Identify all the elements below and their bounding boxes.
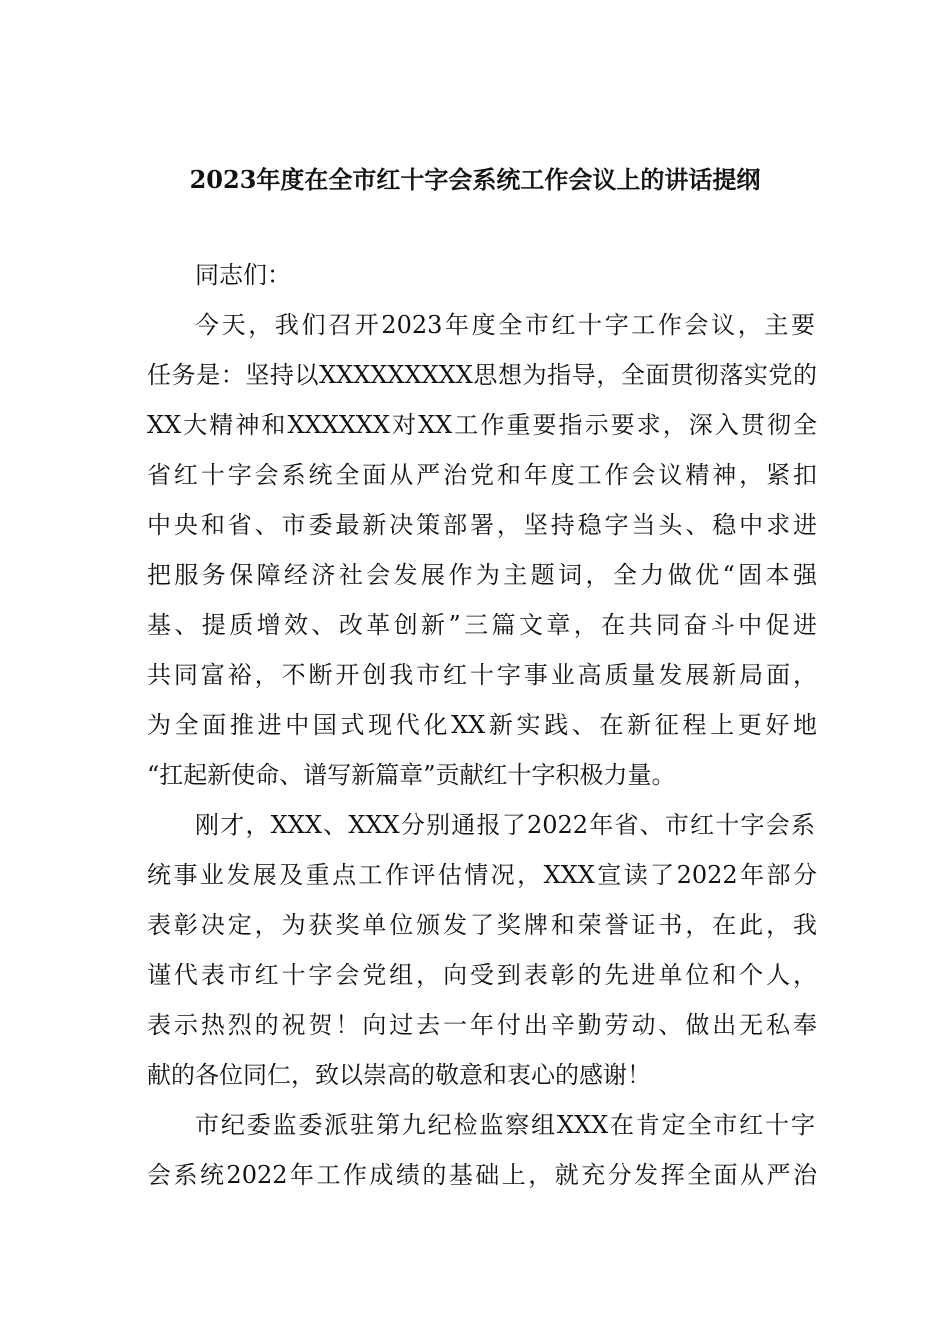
paragraph-line: 任务是：坚持以XXXXXXXXX思想为指导，全面贯彻落实党的	[147, 361, 817, 389]
paragraph-line: 省红十字会系统全面从严治党和年度工作会议精神，紧扣	[147, 461, 817, 489]
paragraph-line: 今天，我们召开2023年度全市红十字工作会议，主要	[195, 311, 815, 339]
paragraph-line: 会系统2022年工作成绩的基础上，就充分发挥全面从严治	[147, 1161, 817, 1189]
paragraph-line: 共同富裕，不断开创我市红十字事业高质量发展新局面，	[147, 661, 817, 689]
paragraph-line: 为全面推进中国式现代化XX新实践、在新征程上更好地	[147, 711, 817, 739]
paragraph-line: 基、提质增效、改革创新”三篇文章，在共同奋斗中促进	[147, 611, 817, 639]
paragraph-line: 把服务保障经济社会发展作为主题词，全力做优“固本强	[147, 561, 817, 589]
paragraph-line: 谨代表市红十字会党组，向受到表彰的先进单位和个人，	[147, 961, 817, 989]
paragraph-line: 表彰决定，为获奖单位颁发了奖牌和荣誉证书，在此，我	[147, 911, 817, 939]
paragraph-line: “扛起新使命、谱写新篇章”贡献红十字积极力量。	[147, 761, 676, 789]
paragraph-line: 中央和省、市委最新决策部署，坚持稳字当头、稳中求进	[147, 511, 817, 539]
salutation-line: 同志们：	[195, 261, 291, 289]
paragraph-line: XX大精神和XXXXXX对XX工作重要指示要求，深入贯彻全	[147, 411, 817, 439]
paragraph-line: 市纪委监委派驻第九纪检监察组XXX在肯定全市红十字	[195, 1111, 815, 1139]
paragraph-line: 刚才，XXX、XXX分别通报了2022年省、市红十字会系	[195, 811, 815, 839]
paragraph-line: 献的各位同仁，致以崇高的敬意和衷心的感谢！	[147, 1061, 651, 1089]
paragraph-line: 表示热烈的祝贺！向过去一年付出辛勤劳动、做出无私奉	[147, 1011, 817, 1039]
paragraph-line: 统事业发展及重点工作评估情况，XXX宣读了2022年部分	[147, 861, 817, 889]
document-title: 2023年度在全市红十字会系统工作会议上的讲话提纲	[189, 165, 761, 194]
